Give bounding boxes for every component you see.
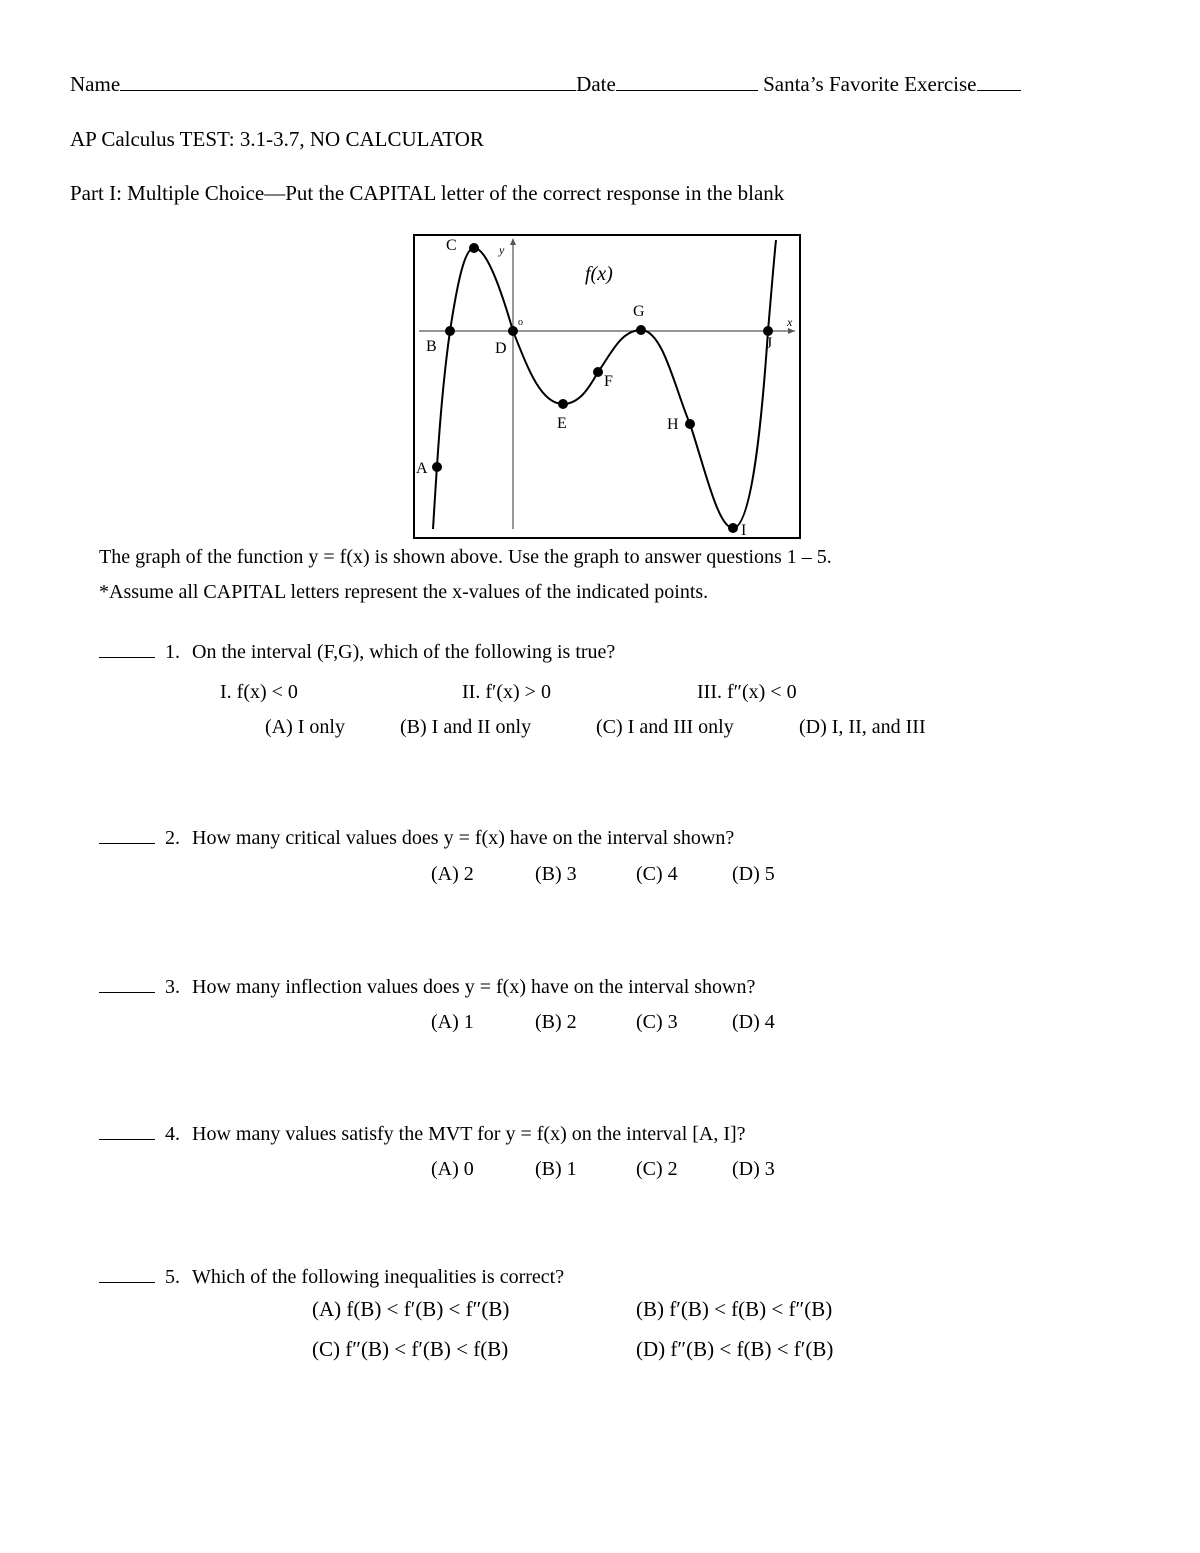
q2-choice-d: (D) 5: [732, 863, 775, 885]
label-g: G: [633, 303, 645, 320]
question-text: How many critical values does y = f(x) have on the interval shown?: [192, 827, 735, 849]
test-title: AP Calculus TEST: 3.1-3.7, NO CALCULATOR: [70, 127, 484, 151]
point-d: [508, 326, 518, 336]
q1-statement-3: III. f″(x) < 0: [697, 681, 797, 703]
question-text: How many inflection values does y = f(x) have on the interval shown?: [192, 976, 756, 998]
question-4: [99, 1123, 746, 1146]
q2-choice-c: (C) 4: [636, 863, 678, 885]
point-c: [469, 243, 479, 253]
q5-choice-d: (D) f″(B) < f(B) < f′(B): [636, 1337, 834, 1361]
q4-choice-a: (A) 0: [431, 1158, 474, 1180]
question-1: [99, 641, 615, 664]
q2-choice-b: (B) 3: [535, 863, 577, 885]
label-c: C: [446, 237, 457, 254]
question-text: On the interval (F,G), which of the following is true?: [192, 641, 616, 663]
question-text: Which of the following inequalities is correct?: [192, 1266, 565, 1288]
part-instructions: Part I: Multiple Choice—Put the CAPITAL letter of the correct response in the blank: [70, 181, 785, 205]
q3-choice-c: (C) 3: [636, 1011, 678, 1033]
q2-choice-a: (A) 2: [431, 863, 474, 885]
question-number: 5.: [165, 1266, 180, 1288]
q4-choice-b: (B) 1: [535, 1158, 577, 1180]
q3-choice-d: (D) 4: [732, 1011, 775, 1033]
point-b: [445, 326, 455, 336]
q1-choice-a: (A) I only: [265, 716, 345, 738]
q1-choice-b: (B) I and II only: [400, 716, 532, 738]
label-e: E: [557, 415, 567, 432]
answer-blank-5[interactable]: [99, 1266, 155, 1283]
q1-statement-1: I. f(x) < 0: [220, 681, 298, 703]
point-a: [432, 462, 442, 472]
q5-choice-a: (A) f(B) < f′(B) < f″(B): [312, 1297, 510, 1321]
q4-choice-d: (D) 3: [732, 1158, 775, 1180]
point-e: [558, 399, 568, 409]
point-f: [593, 367, 603, 377]
label-b: B: [426, 338, 437, 355]
name-label: Name: [70, 72, 121, 96]
label-a: A: [416, 460, 428, 477]
answer-blank-2[interactable]: [99, 827, 155, 844]
label-j: J: [766, 335, 773, 352]
question-number: 1.: [165, 641, 180, 663]
point-i: [728, 523, 738, 533]
y-axis-label: y: [499, 243, 505, 257]
label-i: I: [741, 522, 747, 539]
q1-choice-d: (D) I, II, and III: [799, 716, 926, 738]
intro-line-1: The graph of the function y = f(x) is shown above. Use the graph to answer questions 1 – 5.: [99, 546, 832, 568]
answer-blank-1[interactable]: [99, 641, 155, 658]
question-text: How many values satisfy the MVT for y = f(x) on the interval [A, I]?: [192, 1123, 746, 1145]
q4-choice-c: (C) 2: [636, 1158, 678, 1180]
q1-statement-2: II. f′(x) > 0: [462, 681, 551, 703]
q1-choice-c: (C) I and III only: [596, 716, 734, 738]
q5-choice-c: (C) f″(B) < f′(B) < f(B): [312, 1337, 509, 1361]
santa-label: Santa’s Favorite Exercise: [763, 72, 977, 96]
x-axis-label: x: [787, 315, 793, 329]
label-h: H: [667, 416, 679, 433]
question-number: 4.: [165, 1123, 180, 1145]
santa-field[interactable]: [977, 72, 1021, 91]
question-5: [99, 1266, 564, 1289]
intro-line-2: *Assume all CAPITAL letters represent the x-values of the indicated points.: [99, 581, 709, 603]
name-field[interactable]: [120, 72, 576, 91]
question-3: [99, 976, 755, 999]
function-label: f(x): [585, 263, 613, 285]
label-f: F: [604, 373, 613, 390]
question-number: 3.: [165, 976, 180, 998]
question-number: 2.: [165, 827, 180, 849]
point-h: [685, 419, 695, 429]
answer-blank-4[interactable]: [99, 1123, 155, 1140]
q3-choice-b: (B) 2: [535, 1011, 577, 1033]
date-label: Date: [576, 72, 616, 96]
header-line: [70, 72, 1021, 97]
label-d: D: [495, 340, 507, 357]
q5-choice-b: (B) f′(B) < f(B) < f″(B): [636, 1297, 833, 1321]
date-field[interactable]: [616, 72, 758, 91]
function-graph: [413, 234, 801, 539]
origin-label: o: [518, 317, 523, 328]
question-2: [99, 827, 734, 850]
q3-choice-a: (A) 1: [431, 1011, 474, 1033]
point-g: [636, 325, 646, 335]
answer-blank-3[interactable]: [99, 976, 155, 993]
